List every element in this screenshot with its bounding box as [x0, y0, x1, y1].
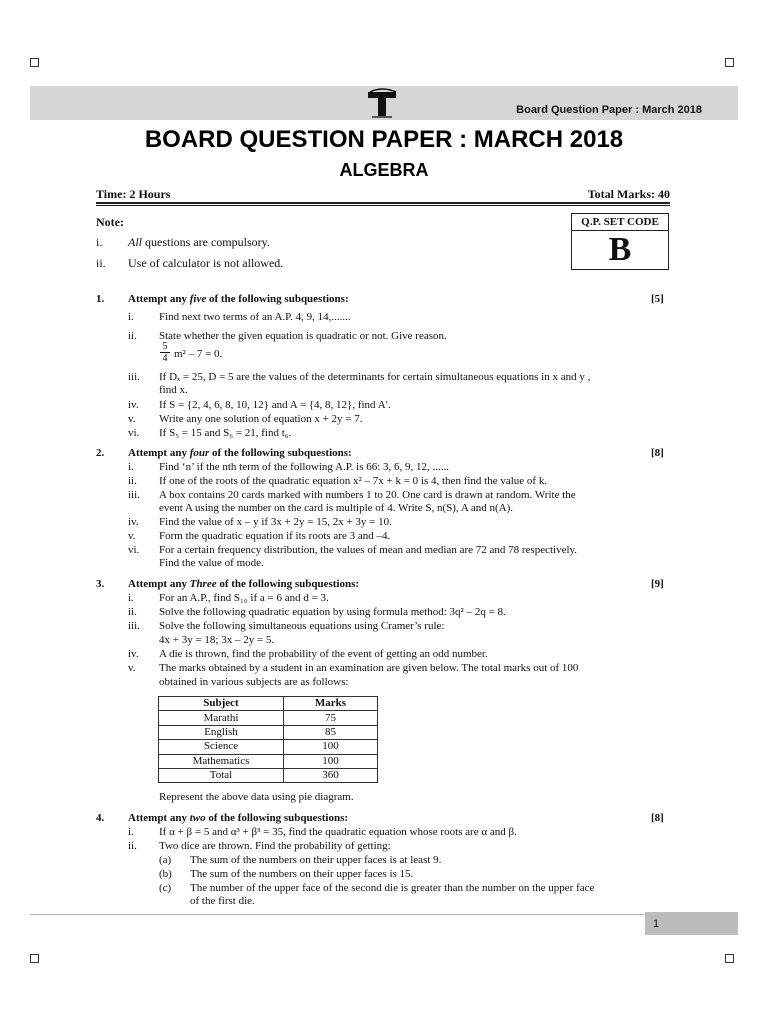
- question-heading: Attempt any two of the following subquestions:: [128, 812, 349, 824]
- table-cell: Marathi: [159, 711, 284, 725]
- subq-text: A box contains 20 cards marked with numbers 1 to 20. One card is drawn at random. Write the: [159, 489, 576, 501]
- running-header: Board Question Paper : March 2018: [516, 104, 702, 116]
- table-row: [159, 725, 378, 739]
- table-cell: 85: [284, 725, 378, 739]
- subq-text: Two dice are thrown. Find the probability of getting:: [159, 840, 391, 852]
- subq-text: If Dₓ = 25, D = 5 are the values of the determinants for certain simultaneous equations in x and y ,: [159, 371, 591, 383]
- subq-number: iv.: [128, 516, 139, 528]
- subq-number: ii.: [128, 330, 137, 342]
- subq-text: For a certain frequency distribution, the values of mean and median are 72 and 78 respectively.: [159, 544, 578, 556]
- subq-number: v.: [128, 662, 136, 674]
- question-heading: Attempt any five of the following subquestions:: [128, 293, 349, 305]
- subq-text: m² – 7 = 0.: [174, 348, 223, 360]
- subq-text: A die is thrown, find the probability of the event of getting an odd number.: [159, 648, 488, 660]
- crop-mark-top-left: [30, 58, 39, 67]
- subq-text: The marks obtained by a student in an examination are given below. The total marks out of 100: [159, 662, 579, 674]
- fraction-numerator: 5: [160, 341, 170, 353]
- subq-number: (b): [159, 868, 172, 880]
- set-code-label: Q.P. SET CODE: [572, 214, 668, 231]
- subq-text: The sum of the numbers on their upper faces is 15.: [190, 868, 414, 880]
- table-row: [159, 740, 378, 754]
- subq-number: i.: [128, 592, 134, 604]
- note-text: questions are compulsory.: [145, 235, 270, 249]
- subq-text: Form the quadratic equation if its roots are 3 and –4.: [159, 530, 391, 542]
- question-marks: [8]: [651, 812, 664, 824]
- subq-number: iv.: [128, 648, 139, 660]
- subq-text: find x.: [159, 384, 188, 396]
- question-number: 1.: [96, 293, 105, 305]
- subq-text: Find the value of mode.: [159, 557, 264, 569]
- subq-number: ii.: [128, 840, 137, 852]
- time-allowed: Time: 2 Hours: [96, 187, 171, 201]
- question-heading: Attempt any four of the following subquestions:: [128, 447, 352, 459]
- subq-number: iii.: [128, 620, 140, 632]
- subq-text: State whether the given equation is quadratic or not. Give reason.: [159, 330, 447, 342]
- subq-number: vi.: [128, 544, 140, 556]
- subq-text: 4x + 3y = 18; 3x – 2y = 5.: [159, 634, 275, 646]
- subq-text: obtained in various subjects are as follows:: [159, 676, 349, 688]
- table-cell: Total: [159, 768, 284, 782]
- page-title: BOARD QUESTION PAPER : MARCH 2018: [144, 126, 624, 153]
- subq-text: Write any one solution of equation x + 2y = 7.: [159, 413, 363, 425]
- subq-text: If S = {2, 4, 6, 8, 10, 12} and A = {4, 8, 12}, find A′.: [159, 399, 391, 411]
- fraction: [160, 341, 170, 364]
- fraction-denominator: 4: [162, 353, 168, 364]
- subject-title: ALGEBRA: [339, 160, 429, 180]
- subq-text: Represent the above data using pie diagram.: [159, 791, 354, 803]
- table-cell: 360: [284, 768, 378, 782]
- crop-mark-top-right: [725, 58, 734, 67]
- question-marks: [9]: [651, 578, 664, 590]
- subq-number: ii.: [128, 606, 137, 618]
- subq-text: If S₅ = 15 and S₆ = 21, find t₆.: [159, 427, 292, 439]
- note-item-text: [128, 256, 283, 271]
- question-marks: [5]: [651, 293, 664, 305]
- footer-rule: [30, 914, 645, 915]
- note-item-number: ii.: [96, 256, 106, 270]
- publisher-logo-icon: [366, 88, 400, 120]
- subq-number: iii.: [128, 371, 140, 383]
- subq-text: Find ‘n’ if the nth term of the following A.P. is 66: 3, 6, 9, 12, ......: [159, 461, 450, 473]
- note-emphasis: All: [128, 235, 142, 249]
- table-cell: Science: [159, 740, 284, 754]
- total-marks: Total Marks: 40: [587, 187, 670, 201]
- table-cell: Mathematics: [159, 754, 284, 768]
- table-header-row: [159, 697, 378, 711]
- subq-number: (c): [159, 882, 172, 894]
- subq-number: v.: [128, 530, 136, 542]
- subq-number: i.: [128, 311, 134, 323]
- set-code-box: [571, 213, 669, 270]
- subq-number: iv.: [128, 399, 139, 411]
- page-number: 1: [653, 918, 660, 930]
- table-header: Subject: [159, 697, 284, 711]
- table-cell: 100: [284, 754, 378, 768]
- table-cell: English: [159, 725, 284, 739]
- subq-number: v.: [128, 413, 136, 425]
- table-header: Marks: [284, 697, 378, 711]
- note-item: [96, 256, 106, 271]
- table-row: [159, 754, 378, 768]
- subq-text: The sum of the numbers on their upper faces is at least 9.: [190, 854, 442, 866]
- note-item: [96, 235, 102, 250]
- crop-mark-bottom-right: [725, 954, 734, 963]
- subq-number: ii.: [128, 475, 137, 487]
- subq-text: of the first die.: [190, 895, 255, 907]
- subq-text: event A using the number on the card is multiple of 4. Write S, n(S), A and n(A).: [159, 502, 514, 514]
- question-marks: [8]: [651, 447, 664, 459]
- note-item-number: i.: [96, 235, 103, 249]
- subq-text: The number of the upper face of the second die is greater than the number on the upper face: [190, 882, 595, 894]
- question-number: 3.: [96, 578, 105, 590]
- subq-number: vi.: [128, 427, 140, 439]
- table-cell: 100: [284, 740, 378, 754]
- subq-text: Find next two terms of an A.P. 4, 9, 14,.......: [159, 311, 351, 323]
- note-text: Use of calculator is not allowed.: [128, 256, 284, 270]
- table-cell: 75: [284, 711, 378, 725]
- question-number: 4.: [96, 812, 105, 824]
- note-label: Note:: [96, 215, 124, 229]
- subq-number: i.: [128, 826, 134, 838]
- marks-table: [158, 696, 378, 783]
- subq-text: If one of the roots of the quadratic equation x² – 7x + k = 0 is 4, then find the value of k.: [159, 475, 548, 487]
- subq-text: Solve the following quadratic equation by using formula method: 3q² – 2q = 8.: [159, 606, 506, 618]
- subq-text: For an A.P., find S₁₀ if a = 6 and d = 3.: [159, 592, 329, 604]
- crop-mark-bottom-left: [30, 954, 39, 963]
- subq-number: iii.: [128, 489, 140, 501]
- subq-text: If α + β = 5 and α³ + β³ = 35, find the quadratic equation whose roots are α and β.: [159, 826, 517, 838]
- subq-number: i.: [128, 461, 134, 473]
- set-code-letter: B: [608, 231, 632, 268]
- subq-text: Find the value of x – y if 3x + 2y = 15, 2x + 3y = 10.: [159, 516, 392, 528]
- note-item-text: [128, 235, 270, 250]
- table-row: [159, 711, 378, 725]
- header-rule: [96, 202, 670, 206]
- table-row: [159, 768, 378, 782]
- subq-number: (a): [159, 854, 172, 866]
- question-number: 2.: [96, 447, 105, 459]
- subq-text: Solve the following simultaneous equations using Cramer’s rule:: [159, 620, 445, 632]
- exam-meta-row: [96, 187, 670, 201]
- question-heading: Attempt any Three of the following subquestions:: [128, 578, 360, 590]
